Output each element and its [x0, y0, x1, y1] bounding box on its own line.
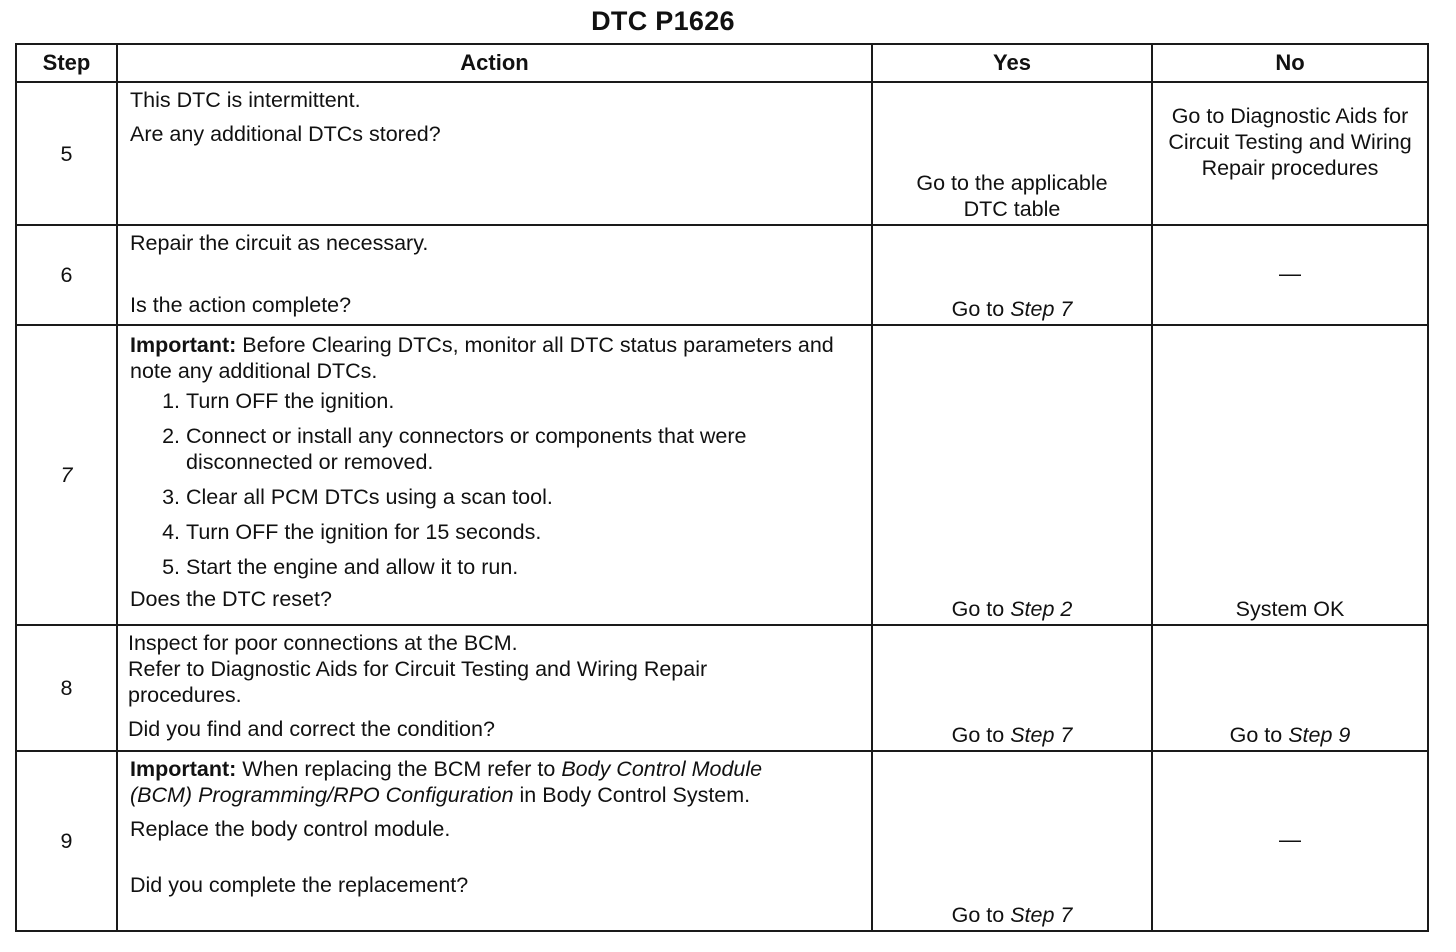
action-text: Inspect for poor connections at the BCM. — [128, 631, 518, 655]
table-row — [16, 82, 1428, 225]
table-row — [16, 625, 1428, 751]
no-cell — [1152, 325, 1428, 625]
yes-cell — [872, 325, 1152, 625]
step-number: 6 — [16, 225, 117, 325]
no-cell — [1152, 751, 1428, 931]
table-row — [16, 751, 1428, 931]
important-label: Important: — [130, 333, 237, 357]
list-item: 5. Start the engine and allow it to run. — [186, 554, 859, 580]
dash: — — [1279, 827, 1301, 852]
step-link[interactable]: Step 7 — [1010, 903, 1073, 927]
action-text: Replace the body control module. — [130, 817, 451, 841]
no-text: Go to Diagnostic Aids for Circuit Testing and Wiring Repair procedures — [1168, 104, 1412, 180]
step-number: 9 — [16, 751, 117, 931]
table-row — [16, 225, 1428, 325]
action-text: Repair the circuit as necessary. — [130, 231, 429, 255]
list-item: 3. Clear all PCM DTCs using a scan tool. — [186, 484, 859, 510]
important-note: Important: When replacing the BCM refer to Body Control Module (BCM) Programming/RPO Configuration in Body Control System. — [130, 757, 763, 807]
dash: — — [1279, 261, 1301, 286]
action-question: Are any additional DTCs stored? — [130, 122, 441, 146]
list-item: 1. Turn OFF the ignition. — [186, 388, 859, 414]
yes-cell — [872, 751, 1152, 931]
step-link[interactable]: Step 7 — [1010, 297, 1073, 321]
important-note: Important: Before Clearing DTCs, monitor all DTC status parameters and note any additional DTCs. — [130, 333, 834, 383]
yes-text: Go to — [951, 597, 1011, 621]
table-header-row — [16, 44, 1428, 82]
yes-cell — [872, 82, 1152, 225]
action-text: This DTC is intermittent. — [130, 88, 361, 112]
list-item: 4. Turn OFF the ignition for 15 seconds. — [186, 519, 859, 545]
action-cell — [117, 625, 872, 751]
header-yes: Yes — [872, 44, 1152, 82]
step-link[interactable]: Step 7 — [1010, 723, 1073, 747]
no-cell — [1152, 225, 1428, 325]
yes-text: Go to — [951, 903, 1011, 927]
action-question: Does the DTC reset? — [130, 587, 332, 611]
table-row — [16, 325, 1428, 625]
procedure-list — [130, 388, 859, 580]
action-question: Is the action complete? — [130, 293, 352, 317]
diagnostic-table — [15, 43, 1429, 932]
action-question: Did you find and correct the condition? — [128, 717, 495, 741]
step-number: 5 — [16, 82, 117, 225]
list-item: 2. Connect or install any connectors or components that were disconnected or removed. — [186, 423, 859, 475]
page-title: DTC P1626 — [591, 6, 735, 36]
step-link[interactable]: Step 9 — [1288, 723, 1351, 747]
action-question: Did you complete the replacement? — [130, 873, 469, 897]
no-cell — [1152, 625, 1428, 751]
step-number: 8 — [16, 625, 117, 751]
yes-text: Go to — [951, 297, 1011, 321]
yes-text: Go to — [951, 723, 1011, 747]
manual-reference[interactable]: Body Control Module (BCM) Programming/RPO Configuration — [130, 757, 763, 807]
header-no: No — [1152, 44, 1428, 82]
yes-text: Go to the applicable DTC table — [916, 171, 1108, 221]
action-cell — [117, 751, 872, 931]
header-action: Action — [117, 44, 872, 82]
header-step: Step — [16, 44, 117, 82]
yes-cell — [872, 225, 1152, 325]
action-text: Refer to Diagnostic Aids for Circuit Testing and Wiring Repair procedures. — [128, 657, 708, 707]
important-label: Important: — [130, 757, 237, 781]
no-text: Go to — [1229, 723, 1289, 747]
action-cell — [117, 325, 872, 625]
action-cell — [117, 82, 872, 225]
no-text: System OK — [1235, 597, 1345, 621]
step-link[interactable]: Step 2 — [1010, 597, 1073, 621]
yes-cell — [872, 625, 1152, 751]
no-cell — [1152, 82, 1428, 225]
step-number: 7 — [16, 325, 117, 625]
action-cell — [117, 225, 872, 325]
